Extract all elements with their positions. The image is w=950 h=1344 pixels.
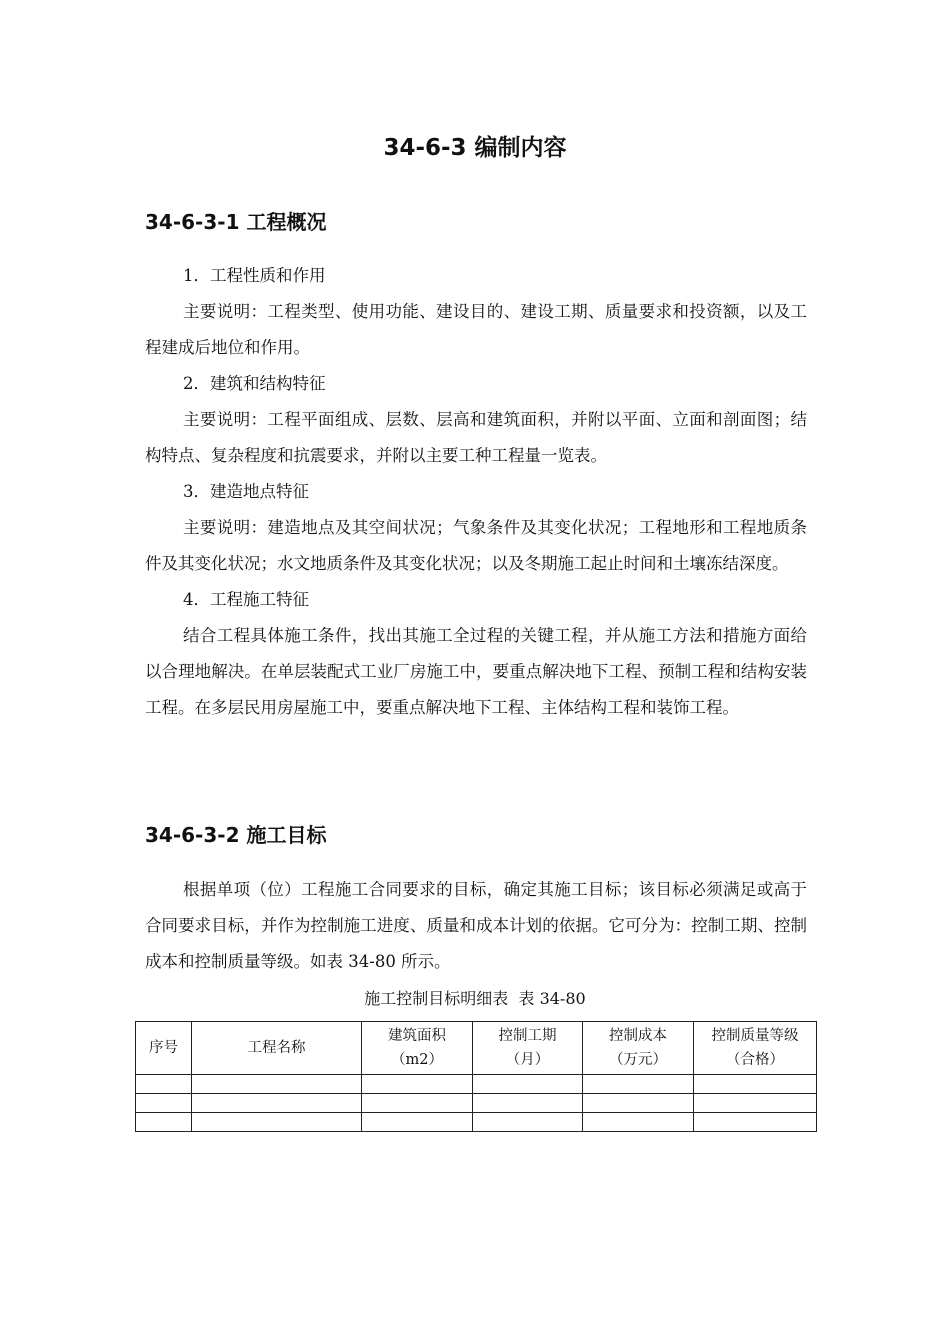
table-cell <box>192 1113 362 1132</box>
subheading-construction: 4．工程施工特征 <box>183 590 309 609</box>
table-cell <box>192 1094 362 1113</box>
table-row <box>136 1094 817 1113</box>
header-cell-quality: 控制质量等级 （合格） <box>694 1022 817 1075</box>
page-title: 34-6-3 编制内容 <box>383 135 567 161</box>
table-cell <box>136 1094 192 1113</box>
header-cell-index: 序号 <box>136 1022 192 1075</box>
table-caption-title: 施工控制目标明细表 <box>364 989 509 1008</box>
paragraph-structure: 主要说明：工程平面组成、层数、层高和建筑面积，并附以平面、立面和剖面图；结构特点、复杂程度和抗震要求，并附以主要工种工程量一览表。 <box>145 410 807 465</box>
table-cell <box>362 1075 473 1094</box>
table-cell <box>583 1075 694 1094</box>
table-cell <box>694 1094 817 1113</box>
table-caption <box>0 986 950 1012</box>
table-cell <box>694 1075 817 1094</box>
header-cell-name: 工程名称 <box>192 1022 362 1075</box>
table-cell <box>473 1094 583 1113</box>
goal-table <box>135 1021 817 1132</box>
table-header-row <box>136 1022 817 1075</box>
header-cell-duration: 控制工期 （月） <box>473 1022 583 1075</box>
subheading-nature: 1．工程性质和作用 <box>183 266 326 285</box>
table-caption-number: 表 34-80 <box>518 989 586 1008</box>
table-cell <box>136 1113 192 1132</box>
subheading-structure: 2．建筑和结构特征 <box>183 374 326 393</box>
section-body-overview <box>145 258 807 726</box>
section-body-goals <box>145 872 807 980</box>
paragraph-nature: 主要说明：工程类型、使用功能、建设目的、建设工期、质量要求和投资额，以及工程建成后地位和作用。 <box>145 302 807 357</box>
table-cell <box>136 1075 192 1094</box>
section-heading-overview: 34-6-3-1 工程概况 <box>145 210 327 234</box>
table-cell <box>473 1113 583 1132</box>
table-cell <box>362 1094 473 1113</box>
table-cell <box>583 1094 694 1113</box>
paragraph-goals: 根据单项（位）工程施工合同要求的目标，确定其施工目标；该目标必须满足或高于合同要求目标，并作为控制施工进度、质量和成本计划的依据。它可分为：控制工期、控制成本和控制质量等级。如表 34-80 所示。 <box>145 880 807 971</box>
paragraph-construction: 结合工程具体施工条件，找出其施工全过程的关键工程，并从施工方法和措施方面给以合理地解决。在单层装配式工业厂房施工中，要重点解决地下工程、预制工程和结构安装工程。在多层民用房屋施工中，要重点解决地下工程、主体结构工程和装饰工程。 <box>145 626 807 717</box>
table-row <box>136 1113 817 1132</box>
table-cell <box>362 1113 473 1132</box>
paragraph-site: 主要说明：建造地点及其空间状况；气象条件及其变化状况；工程地形和工程地质条件及其变化状况；水文地质条件及其变化状况；以及冬期施工起止时间和土壤冻结深度。 <box>145 518 807 573</box>
subheading-site: 3．建造地点特征 <box>183 482 309 501</box>
table-cell <box>583 1113 694 1132</box>
table-cell <box>694 1113 817 1132</box>
table-cell <box>192 1075 362 1094</box>
table-cell <box>473 1075 583 1094</box>
header-cell-area: 建筑面积 （m2） <box>362 1022 473 1075</box>
header-cell-cost: 控制成本 （万元） <box>583 1022 694 1075</box>
section-heading-goals: 34-6-3-2 施工目标 <box>145 823 327 847</box>
table-row <box>136 1075 817 1094</box>
